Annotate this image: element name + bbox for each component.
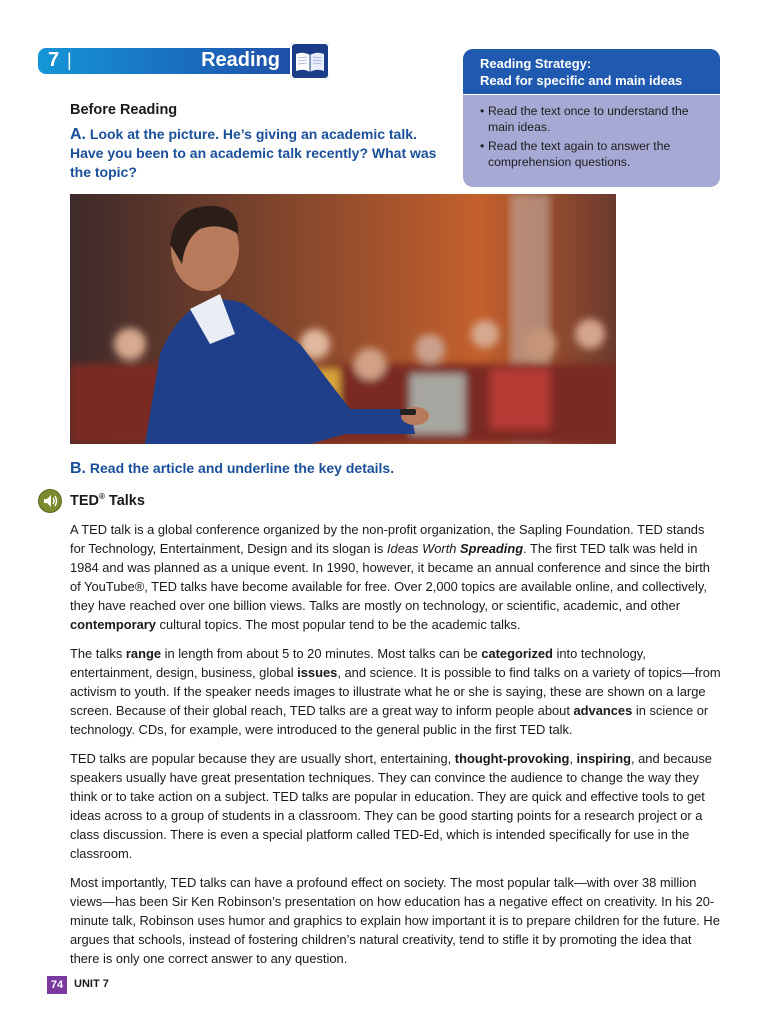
strategy-heading-line2: Read for specific and main ideas [480, 73, 683, 88]
text-run: . The first TED talk was held in 1984 and was planned as a unique event. In 1990, however, it became an annual conference and since the birth of YouTube®, TED talks have become available for free. Over 2,000 topics are available online, and collectively, they have reached over one billion views. Talks are mostly on technology, or scientific, academic, and other [70, 541, 710, 613]
key-term: range [125, 646, 161, 661]
speaker-audio-icon[interactable] [38, 489, 62, 513]
paragraph-2 [70, 644, 722, 739]
section-header [38, 48, 292, 74]
text-run: in science or technology. CDs, for example, were introduced to the general public in the first TED talk. [70, 703, 709, 737]
text-run: cultural topics. The most popular tend to be the academic talks. [155, 617, 521, 632]
text-run: , [569, 751, 577, 766]
key-term: advances [573, 703, 633, 718]
article-title-rest: Talks [104, 492, 145, 509]
strategy-heading [463, 49, 720, 95]
text-run: into technology, entertainment, design, business, global [70, 646, 646, 680]
before-reading-heading: Before Reading [70, 102, 178, 118]
paragraph-4: Most importantly, TED talks can have a profound effect on society. The most popular talk—with over 38 million views—has been Sir Ken Robinson’s presentation on how education has a negative effect on creativity. In his 20-minute talk, Robinson uses humor and graphics to explain how important it is to prepare children for the future. He argues that schools, instead of fostering children’s natural creativity, tend to stifle it by promoting the idea that there is only one correct answer to any question. [70, 875, 720, 966]
unit-number: 7 [48, 49, 60, 71]
key-term: contemporary [70, 617, 156, 632]
key-term: categorized [481, 646, 553, 661]
question-a [70, 125, 450, 182]
unit-label: UNIT 7 [74, 978, 109, 990]
question-b-text: Read the article and underline the key details. [89, 460, 395, 476]
strategy-bullet: • Read the text once to understand the main ideas. [480, 103, 710, 135]
question-b [70, 460, 394, 478]
slogan-italic: Ideas Worth [386, 541, 461, 556]
key-term: thought-provoking [454, 751, 570, 766]
speaker-photo [70, 194, 616, 444]
text-run: The talks [70, 646, 126, 661]
paragraph-1 [70, 520, 722, 634]
open-book-icon [290, 42, 330, 80]
text-run: A TED talk is a global conference organized by the non-profit organization, the Sapling Foundation. TED stands for Technology, Entertainment, Design and its slogan is [70, 522, 705, 556]
text-run: , and science. It is possible to find talks on a variety of topics—from activism to youth. If the speaker needs images to illustrate what he or she is saying, these are shown on a large screen. Because of their global reach, TED talks are a great way to inform people about [70, 665, 721, 718]
strategy-heading-line1: Reading Strategy: [480, 56, 592, 71]
registered-mark: ® [99, 492, 105, 501]
question-b-label: B. [70, 460, 86, 477]
question-a-text: Look at the picture. He’s giving an academic talk. Have you been to an academic talk recently? What was the topic? [70, 126, 437, 180]
text-run: , and because speakers usually have great presentation techniques. They can convince the audience to change the way they think or to take action on a subject. TED talks are popular in education. They are quick and effective tools to get ideas across to a group of students in a classroom. They can be good starting points for a research project or a class discussion. There is even a special platform called TED-Ed, which is intended specifically for use in the classroom. [70, 751, 712, 861]
text-run: TED talks are popular because they are usually short, entertaining, [70, 751, 455, 766]
header-separator: | [67, 50, 72, 70]
strategy-list [463, 103, 720, 170]
slogan-bold: Spreading [460, 541, 524, 556]
page-number: 74 [47, 976, 67, 994]
key-term: inspiring [576, 751, 631, 766]
article-title-main: TED [70, 492, 99, 509]
text-run: in length from about 5 to 20 minutes. Most talks can be [161, 646, 482, 661]
article-title [70, 492, 145, 509]
key-term: issues [297, 665, 338, 680]
paragraph-3 [70, 749, 722, 863]
strategy-bullet: • Read the text again to answer the comprehension questions. [480, 138, 710, 170]
question-a-label: A. [70, 126, 86, 143]
reading-strategy-box [463, 49, 720, 187]
section-title: Reading [201, 49, 280, 71]
article-body [70, 520, 722, 978]
